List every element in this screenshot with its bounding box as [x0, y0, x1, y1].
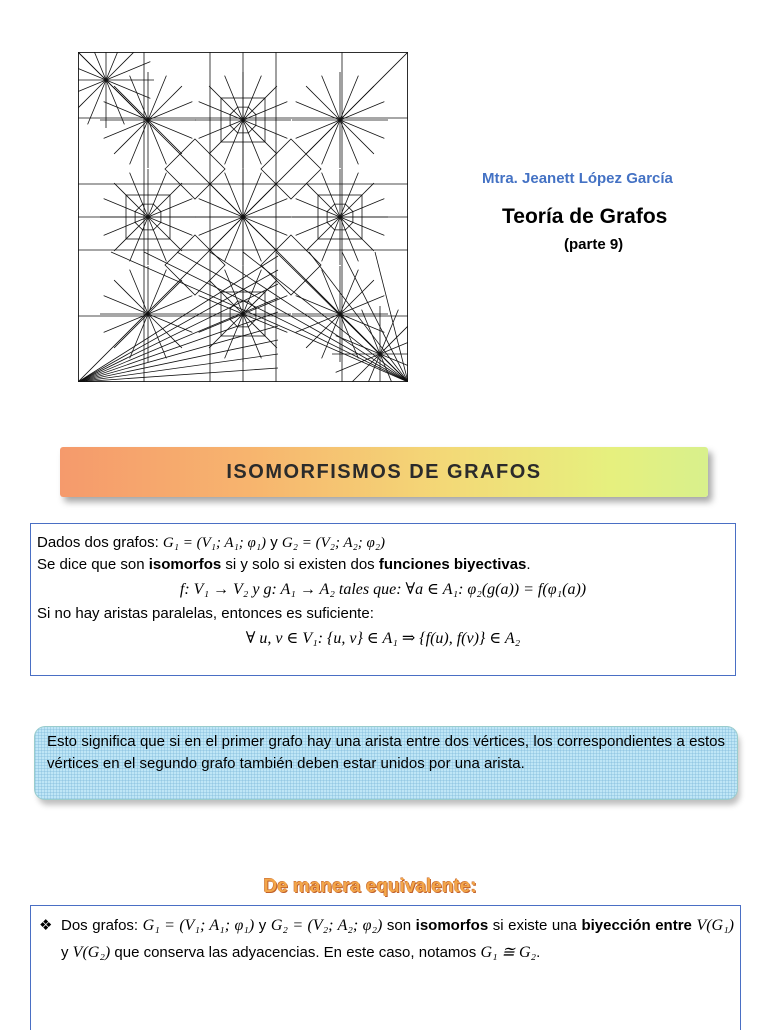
equivalent-paragraph: ❖ Dos grafos: G₁ = (V₁; A₁; φ₁) y G₂ = (V₂; A₂; φ₂) son isomorfos si existe una biyección entre V(G₁) y V(G₂) que conserva las adyacencias. En este caso, notamos G₁ ≅ G₂. [39, 912, 734, 966]
page-subtitle: (parte 9) [564, 236, 624, 253]
note-box [35, 727, 737, 799]
formula-bijections: f: V₁ → V₂ y g: A₁ → A₂ tales que: ∀a ∈ A₁: φ₂(g(a)) = f(φ₁(a)) [179, 581, 587, 598]
graph-g1: G₁ = (V₁; A₁; φ₁) [162, 535, 267, 551]
note-text: Esto significa que si en el primer grafo hay una arista entre dos vértices, los correspondientes a estos vértices en el segundo grafo también deben estar unidos por una arista. [47, 733, 725, 772]
definition-line-2: Se dice que son isomorfos si y solo si existen dos funciones biyectivas. [37, 556, 531, 573]
author-name: Mtra. Jeanett López García [482, 170, 673, 187]
diamond-bullet-icon: ❖ [39, 917, 53, 934]
definition-box [30, 523, 736, 676]
formula-adjacency: ∀ u, v ∈ V₁: {u, v} ∈ A₁ ⇒ {f(u), f(v)} ∈ A₂ [245, 630, 521, 647]
page-title: Teoría de Grafos [502, 205, 668, 228]
section-banner [60, 447, 708, 497]
equivalent-box [30, 905, 741, 1030]
equivalent-heading: De manera equivalente: [263, 876, 477, 897]
definition-line-4: Si no hay aristas paralelas, entonces es suficiente: [37, 605, 374, 622]
origami-crease-pattern-icon [78, 52, 408, 382]
definition-line-1: Dados dos grafos: G₁ = (V₁; A₁; φ₁) y G₂ = (V₂; A₂; φ₂) [37, 534, 386, 551]
graph-g2: G₂ = (V₂; A₂; φ₂) [281, 535, 386, 551]
section-title: ISOMORFISMOS DE GRAFOS [226, 460, 542, 483]
